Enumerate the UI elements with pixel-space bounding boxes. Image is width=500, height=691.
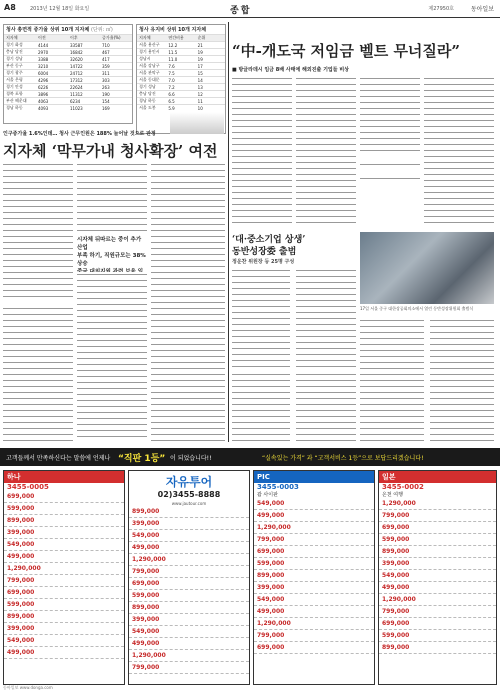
table-cell: 11.5 bbox=[168, 49, 178, 55]
table-cell: 서울 관악구 bbox=[139, 70, 160, 75]
main-headline: 지자체 ‘막무가내 청사확장’ 여전 bbox=[3, 142, 218, 160]
ad-column-4[interactable] bbox=[378, 470, 497, 685]
ad-price: 499,000 bbox=[379, 582, 496, 594]
table-row bbox=[137, 55, 225, 62]
table-cell: 경기 성남 bbox=[6, 56, 23, 61]
table-cell: 경기 성남 bbox=[139, 84, 156, 89]
table-cell: 263 bbox=[102, 84, 110, 90]
lower-right-column-1 bbox=[360, 318, 424, 442]
table-cell: 4093 bbox=[38, 105, 49, 111]
table-cell: 충남 당진 bbox=[139, 91, 156, 96]
subhead: 인구증가율 1.6%인데… 청사 근무인원은 188% 늘어날 것으로 판정 bbox=[3, 131, 156, 137]
ad-column-3[interactable] bbox=[253, 470, 375, 685]
ad-price: 599,000 bbox=[379, 534, 496, 546]
ad-banner-left: 고객들께서 만족하신다는 말씀에 언제나 bbox=[6, 455, 111, 462]
ad-price: 399,000 bbox=[4, 527, 124, 539]
ad-column-2[interactable] bbox=[128, 470, 250, 685]
table-cell: 서울 동대문 bbox=[139, 77, 160, 82]
ad-price: 499,000 bbox=[129, 542, 249, 554]
table-cell: 경기 광주 bbox=[6, 70, 23, 75]
ad-banner-right: 이 되었습니다!! bbox=[170, 455, 212, 462]
table-cell: 12.2 bbox=[168, 42, 178, 48]
table-cell: 경남 하동 bbox=[139, 98, 156, 103]
ad-3-note: 괌 사이판 bbox=[257, 492, 278, 498]
ad-price: 499,000 bbox=[4, 551, 124, 563]
ad-price: 1,290,000 bbox=[4, 563, 124, 575]
mid-column-1 bbox=[232, 268, 290, 368]
table-cell: 경북 포항 bbox=[6, 91, 23, 96]
ad-price: 549,000 bbox=[254, 498, 374, 510]
table-cell: 12 bbox=[197, 91, 203, 97]
table-cell: 303 bbox=[102, 77, 110, 83]
table-cell: 19 bbox=[197, 49, 203, 55]
ad-price: 899,000 bbox=[254, 570, 374, 582]
table-cell: 부산 해운대 bbox=[6, 98, 27, 103]
ad-price: 549,000 bbox=[4, 539, 124, 551]
table-row bbox=[137, 62, 225, 69]
ad-price: 799,000 bbox=[129, 662, 249, 674]
table-cell: 경기 안성 bbox=[6, 84, 23, 89]
table-cell: 14 bbox=[197, 77, 203, 83]
mid-column-1b bbox=[232, 372, 290, 442]
table-row bbox=[137, 83, 225, 90]
ad-price: 549,000 bbox=[379, 570, 496, 582]
ad-price: 799,000 bbox=[4, 575, 124, 587]
ad-4-note: 온천 여행 bbox=[382, 492, 403, 498]
table-cell: 14722 bbox=[70, 63, 83, 69]
table-cell: 서울 용산구 bbox=[139, 42, 160, 47]
ad-price: 899,000 bbox=[4, 611, 124, 623]
table-header-cell: 지자체 bbox=[6, 35, 18, 40]
table-cell: 11312 bbox=[70, 91, 83, 97]
table-cell: 7.0 bbox=[168, 77, 175, 83]
table-cell: 190 bbox=[102, 91, 110, 97]
ad-banner bbox=[0, 448, 500, 466]
table-cell: 154 bbox=[102, 98, 110, 104]
table-cell: 6226 bbox=[38, 84, 49, 90]
ad-price: 899,000 bbox=[129, 602, 249, 614]
table-cell: 417 bbox=[102, 56, 110, 62]
issue-number: 제27950호 bbox=[428, 6, 454, 12]
table-row bbox=[137, 41, 225, 48]
column-divider bbox=[228, 22, 229, 442]
ad-4-prices bbox=[379, 498, 496, 654]
table-cell: 7.6 bbox=[168, 63, 175, 69]
table-cell: 710 bbox=[102, 42, 110, 48]
ad-price: 599,000 bbox=[4, 599, 124, 611]
table-cell: 6.5 bbox=[168, 98, 175, 104]
ad-1-brand: 하나 bbox=[4, 471, 124, 483]
table-cell: 24712 bbox=[70, 70, 83, 76]
ad-jautour-url: www.jautour.com bbox=[171, 501, 207, 506]
ad-price: 799,000 bbox=[129, 566, 249, 578]
ad-price: 549,000 bbox=[129, 530, 249, 542]
table-cell: 2970 bbox=[38, 49, 49, 55]
ad-price: 499,000 bbox=[254, 606, 374, 618]
article-column-3 bbox=[151, 162, 225, 442]
table-cell: 충남 당진 bbox=[6, 49, 23, 54]
photo-caption: 17일 서울 중구 대한상공회의소에서 열린 동반성장위원회 출범식 bbox=[360, 306, 474, 311]
ad-price: 699,000 bbox=[254, 546, 374, 558]
ad-1-prices bbox=[4, 491, 124, 659]
ad-price: 899,000 bbox=[129, 506, 249, 518]
mid-headline-2: 동반성장委 출범 bbox=[232, 247, 297, 257]
table-cell: 서울 도봉 bbox=[139, 105, 156, 110]
ad-price: 699,000 bbox=[4, 587, 124, 599]
ad-price: 699,000 bbox=[4, 491, 124, 503]
article-column-2b bbox=[77, 272, 147, 442]
table-right-title: 청사 유지비 상위 10개 지자체 bbox=[139, 27, 207, 33]
ad-price: 699,000 bbox=[129, 578, 249, 590]
ad-price: 549,000 bbox=[254, 594, 374, 606]
table-cell: 21 bbox=[197, 42, 203, 48]
ad-4-phone: 3455-0002 bbox=[382, 483, 424, 491]
ad-banner-mid: “직판 1등” bbox=[118, 454, 166, 464]
mid-column-2b bbox=[296, 372, 356, 442]
right-column-3 bbox=[360, 76, 420, 146]
ad-price: 599,000 bbox=[4, 503, 124, 515]
news-photo bbox=[360, 232, 494, 304]
table-row bbox=[137, 97, 225, 104]
table-cell: 6004 bbox=[38, 70, 49, 76]
table-cell: 3388 bbox=[38, 56, 49, 62]
table-cell: 7.5 bbox=[168, 70, 175, 76]
table-cell: 6.6 bbox=[168, 91, 175, 97]
ad-price: 1,290,000 bbox=[129, 554, 249, 566]
table-cell: 15 bbox=[197, 70, 203, 76]
ad-price: 899,000 bbox=[379, 546, 496, 558]
table-header-cell: 증가율(%) bbox=[102, 35, 121, 40]
table-header-cell: 지자체 bbox=[139, 35, 151, 40]
article-column-1b bbox=[3, 306, 73, 442]
ad-3-brand: PIC bbox=[254, 471, 374, 483]
ad-price: 799,000 bbox=[254, 534, 374, 546]
table-cell: 11023 bbox=[70, 105, 83, 111]
table-cell: 경기 용인시 bbox=[139, 49, 160, 54]
ad-banner-slogan: “실속있는 가격” 과 “고객서비스 1등”으로 보답드리겠습니다! bbox=[262, 455, 424, 462]
table-cell: 16842 bbox=[70, 49, 83, 55]
table-cell: 311 bbox=[102, 70, 110, 76]
ad-price: 799,000 bbox=[254, 630, 374, 642]
pull-quote-1: 시자체 뒤따르는 중이 추가 산업 bbox=[77, 237, 142, 251]
ad-price: 399,000 bbox=[129, 518, 249, 530]
lower-right-column-2 bbox=[430, 318, 494, 442]
table-row bbox=[137, 76, 225, 83]
table-header-row bbox=[137, 34, 225, 41]
mid-column-2 bbox=[296, 268, 356, 368]
paper-name: 동아일보 bbox=[470, 6, 494, 13]
ad-4-brand: 일본 bbox=[379, 471, 496, 483]
ad-price: 799,000 bbox=[379, 606, 496, 618]
ad-jautour-brand: 자유투어 bbox=[165, 475, 213, 489]
ad-price: 399,000 bbox=[129, 614, 249, 626]
article-column-2 bbox=[77, 162, 147, 232]
table-cell: 경남 하동 bbox=[6, 105, 23, 110]
table-header-cell: 이전 bbox=[38, 35, 46, 40]
table-cell: 11.0 bbox=[168, 56, 178, 62]
table-cell: 7.2 bbox=[168, 84, 175, 90]
table-left-bars bbox=[70, 32, 132, 122]
table-right-body bbox=[137, 34, 225, 111]
table-header-cell: 순위 bbox=[197, 35, 206, 40]
ad-price: 1,290,000 bbox=[254, 618, 374, 630]
pull-quote-2: 부족 하기, 직원규모는 38% 상승 bbox=[77, 253, 146, 267]
ad-price: 399,000 bbox=[254, 582, 374, 594]
table-cell: 부산 동구 bbox=[6, 63, 23, 68]
ad-price: 599,000 bbox=[129, 590, 249, 602]
table-row bbox=[137, 69, 225, 76]
ad-price: 899,000 bbox=[379, 642, 496, 654]
ad-price: 499,000 bbox=[4, 647, 124, 659]
table-cell: 5.9 bbox=[168, 105, 175, 111]
mid-headline: ‘대·중소기업 상생’ bbox=[232, 235, 306, 245]
table-header-cell: 연간비용 bbox=[168, 35, 184, 40]
ad-price: 1,290,000 bbox=[129, 650, 249, 662]
table-cell: 17 bbox=[197, 63, 203, 69]
table-cell: 467 bbox=[102, 49, 110, 55]
ad-price: 1,290,000 bbox=[379, 498, 496, 510]
right-column-1 bbox=[232, 76, 292, 226]
table-row bbox=[137, 104, 225, 111]
page-number: A8 bbox=[4, 3, 16, 12]
right-column-2 bbox=[296, 76, 356, 226]
table-cell: 3896 bbox=[38, 91, 49, 97]
table-cell: 4296 bbox=[38, 77, 49, 83]
ad-price: 1,290,000 bbox=[379, 594, 496, 606]
ad-price: 599,000 bbox=[254, 558, 374, 570]
table-cell: 6234 bbox=[70, 98, 81, 104]
ad-price: 549,000 bbox=[129, 626, 249, 638]
ad-price: 549,000 bbox=[4, 635, 124, 647]
table-cell: 169 bbox=[102, 105, 110, 111]
article-column-1 bbox=[3, 162, 73, 302]
table-cell: 359 bbox=[102, 63, 110, 69]
ad-price: 899,000 bbox=[4, 515, 124, 527]
ad-jautour-header bbox=[129, 471, 249, 501]
table-row bbox=[137, 90, 225, 97]
ad-price: 499,000 bbox=[129, 638, 249, 650]
table-header-cell: 이후 bbox=[70, 35, 78, 40]
table-cell: 경기 화성 bbox=[6, 42, 23, 47]
right-column-4 bbox=[424, 76, 494, 226]
ad-2-prices bbox=[129, 506, 249, 674]
table-left-title: 청사 총면적 증가율 상위 10개 지자체 bbox=[6, 27, 90, 33]
ad-price: 499,000 bbox=[254, 510, 374, 522]
ad-price: 599,000 bbox=[379, 630, 496, 642]
table-cell: 3210 bbox=[38, 63, 49, 69]
right-headline: “中-개도국 저임금 벨트 무너질라” bbox=[232, 42, 461, 60]
ad-3-phone: 3455-0003 bbox=[257, 483, 299, 491]
table-row bbox=[137, 48, 225, 55]
section-title: 종합 bbox=[230, 6, 252, 16]
right-kicker: ■ 방글라데시 임금 8배 사태에 해외진출 기업들 비상 bbox=[232, 67, 349, 73]
ad-price: 699,000 bbox=[379, 618, 496, 630]
table-cell: 성남시 bbox=[139, 56, 151, 61]
table-cell: 4144 bbox=[38, 42, 49, 48]
ad-price: 699,000 bbox=[379, 522, 496, 534]
table-left-unit: (단위: ㎡) bbox=[91, 27, 113, 33]
table-cell: 11 bbox=[197, 98, 203, 104]
mid-sub: 정운찬 위원장 등 25명 구성 bbox=[232, 259, 295, 265]
table-cell: 10 bbox=[197, 105, 203, 111]
issue-date: 2013년 12월 18일 화요일 bbox=[30, 6, 90, 12]
ad-price: 699,000 bbox=[254, 642, 374, 654]
page-header bbox=[0, 0, 500, 18]
ad-price: 399,000 bbox=[4, 623, 124, 635]
table-cell: 19 bbox=[197, 56, 203, 62]
table-cell: 13 bbox=[197, 84, 203, 90]
table-cell: 서울 은평 bbox=[6, 77, 23, 82]
ad-jautour-phone: 02)3455-8888 bbox=[157, 490, 221, 499]
ad-price: 1,290,000 bbox=[254, 522, 374, 534]
table-cell: 22624 bbox=[70, 84, 83, 90]
ad-3-prices bbox=[254, 498, 374, 654]
table-cell: 17312 bbox=[70, 77, 83, 83]
ad-price: 399,000 bbox=[379, 558, 496, 570]
table-cell: 32620 bbox=[70, 56, 83, 62]
footer: 동아일보 www.donga.com bbox=[3, 685, 53, 690]
ad-price: 799,000 bbox=[379, 510, 496, 522]
ad-column-1[interactable] bbox=[3, 470, 125, 685]
table-cell: 서울 강남구 bbox=[139, 63, 160, 68]
right-highlight-box bbox=[360, 150, 420, 192]
table-cell: 4063 bbox=[38, 98, 49, 104]
table-cell: 33587 bbox=[70, 42, 83, 48]
ad-1-phone: 3455-0005 bbox=[7, 483, 49, 491]
